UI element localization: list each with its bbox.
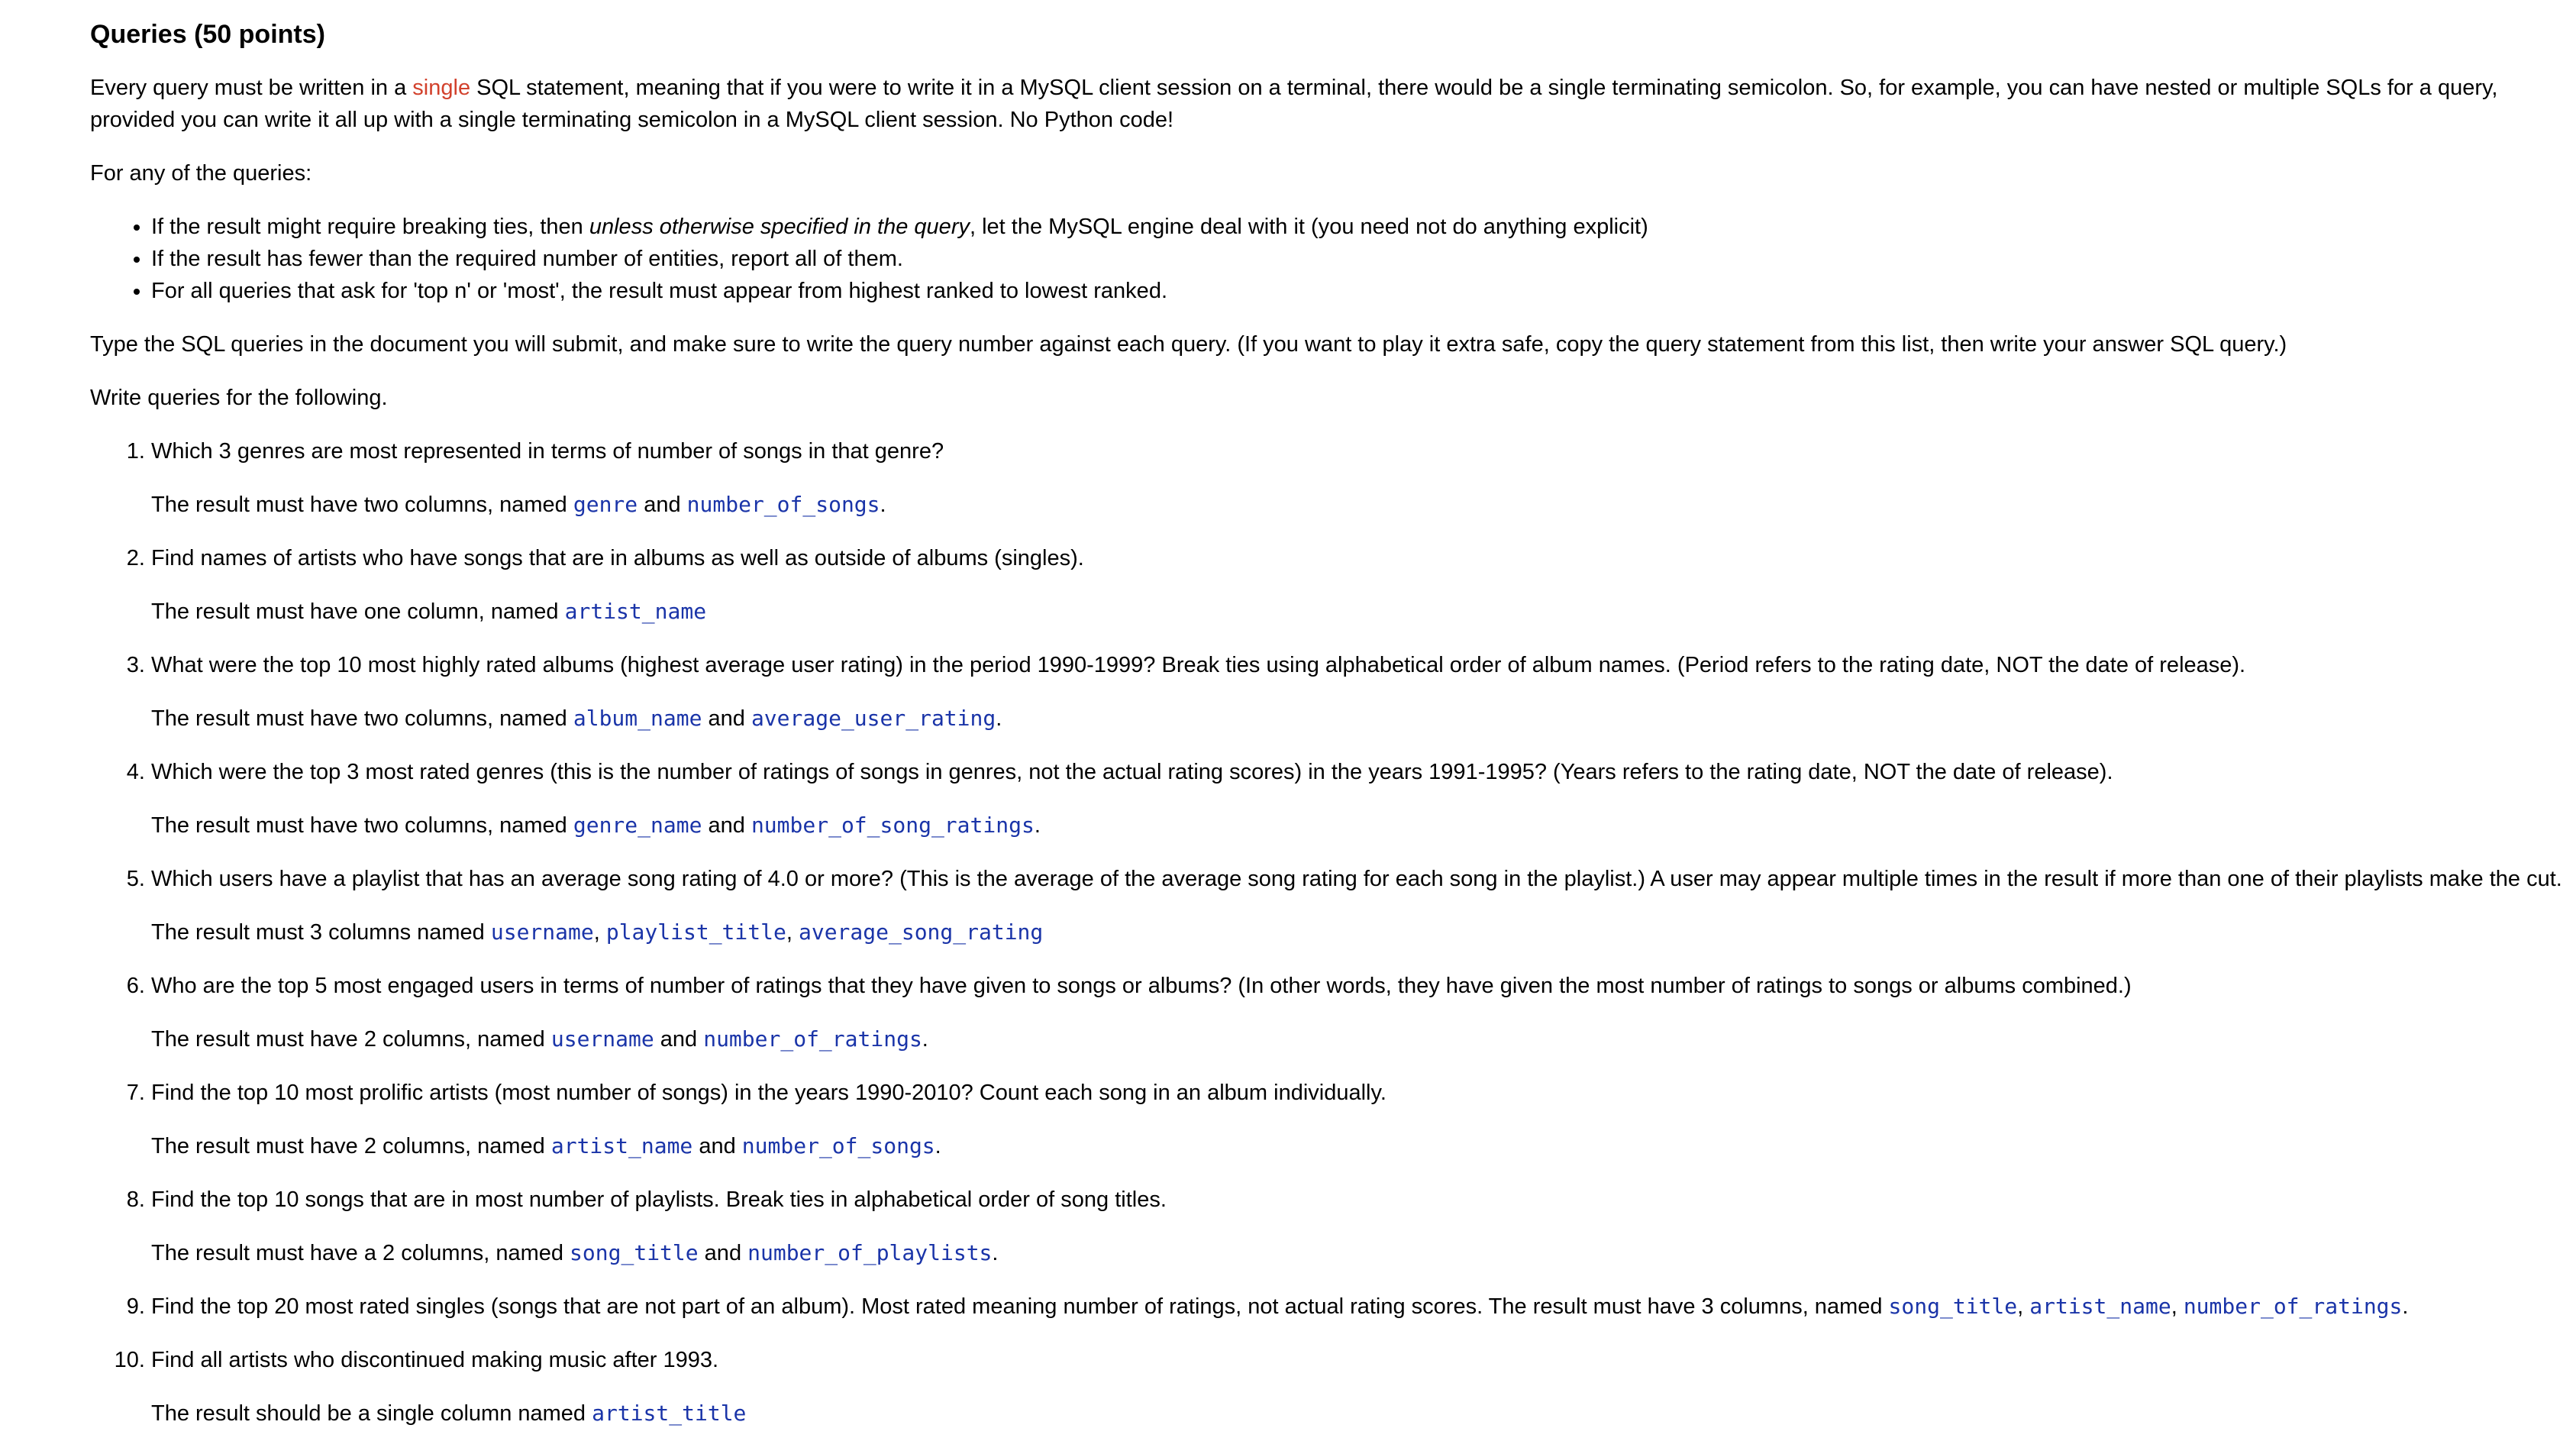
- column-separator: and: [698, 1241, 748, 1265]
- result-prefix: The result must have two columns, named: [151, 813, 573, 838]
- write-heading: Write queries for the following.: [90, 386, 388, 410]
- rule-item-fewer: • If the result has fewer than the required number of entities, report all of them.: [151, 243, 2576, 275]
- result-prefix: The result must have a 2 columns, named: [151, 1241, 570, 1265]
- query-question: Which 3 genres are most represented in terms of number of songs in that genre?: [151, 439, 944, 464]
- column-separator: ,: [786, 920, 799, 945]
- column-separator: ,: [2017, 1294, 2030, 1319]
- result-prefix: The result must have one column, named: [151, 599, 565, 624]
- intro-text-start: Every query must be written in a: [90, 76, 413, 100]
- column-name: artist_name: [2029, 1294, 2171, 1319]
- column-name: number_of_songs: [686, 492, 880, 517]
- column-separator: and: [638, 493, 687, 517]
- queries-list: [90, 435, 2576, 1430]
- column-name: artist_name: [564, 599, 707, 624]
- query-item: [151, 649, 2576, 735]
- query-question: Which were the top 3 most rated genres (this is the number of ratings of songs in genres, not the actual rating scores) in the years 1991-1995? (Years refers to the rating date, NOT the date of release).: [151, 760, 2113, 784]
- query-question: Find all artists who discontinued making music after 1993.: [151, 1348, 719, 1372]
- column-name: playlist_title: [605, 919, 786, 945]
- column-name: username: [550, 1026, 654, 1052]
- column-name: username: [490, 919, 594, 945]
- result-prefix: The result should be a single column named: [151, 1401, 592, 1426]
- rules-list: [90, 211, 2576, 307]
- query-result-spec: [151, 596, 2576, 628]
- query-item: [151, 435, 2576, 521]
- column-name: number_of_playlists: [747, 1240, 993, 1265]
- column-separator: and: [702, 706, 751, 731]
- query-item: [151, 1077, 2576, 1162]
- query-question: Find the top 10 most prolific artists (most number of songs) in the years 1990-2010? Count each song in an album individually.: [151, 1081, 1386, 1105]
- column-name: average_song_rating: [798, 919, 1044, 945]
- query-result-spec: [151, 1397, 2576, 1430]
- single-highlight: single: [412, 76, 471, 100]
- rule-item-order: • For all queries that ask for 'top n' or 'most', the result must appear from highest ranked to lowest ranked.: [151, 275, 2576, 307]
- column-separator: and: [702, 813, 751, 838]
- column-name: number_of_song_ratings: [751, 813, 1035, 838]
- rules-heading: For any of the queries:: [90, 161, 312, 186]
- query-question: Find the top 10 songs that are in most number of playlists. Break ties in alphabetical order of song titles.: [151, 1187, 1167, 1212]
- query-question: Which users have a playlist that has an average song rating of 4.0 or more? (This is the average of the average song rating for each song in the playlist.) A user may appear multiple times in the result if more than one of their playlists make the cut.: [151, 867, 2562, 891]
- column-name: number_of_songs: [741, 1133, 935, 1158]
- query-result-spec: [151, 703, 2576, 735]
- column-name: song_title: [1888, 1294, 2018, 1319]
- result-end: .: [1034, 813, 1041, 838]
- column-name: average_user_rating: [751, 706, 996, 731]
- query-item: [151, 970, 2576, 1055]
- query-item: [151, 863, 2576, 948]
- result-end: .: [922, 1027, 928, 1052]
- intro-paragraph: [90, 72, 2556, 136]
- result-prefix: The result must have two columns, named: [151, 493, 573, 517]
- result-end: .: [996, 706, 1002, 731]
- rule-ties-end: , let the MySQL engine deal with it (you need not do anything explicit): [969, 215, 1648, 239]
- result-end: .: [992, 1241, 999, 1265]
- query-result-spec: [151, 489, 2576, 521]
- result-prefix: The result must have two columns, named: [151, 706, 573, 731]
- query-result-spec: [151, 809, 2576, 842]
- page-title: Queries (50 points): [90, 20, 325, 49]
- query-result-spec: [151, 1130, 2576, 1162]
- column-name: artist_title: [592, 1401, 747, 1426]
- column-name: album_name: [573, 706, 702, 731]
- result-prefix: The result must have 2 columns, named: [151, 1134, 551, 1158]
- result-prefix: The result must 3 columns named: [151, 920, 491, 945]
- rule-ties-start: If the result might require breaking ties, then: [151, 215, 589, 239]
- query-result-spec: [151, 916, 2576, 948]
- query-question: Who are the top 5 most engaged users in terms of number of ratings that they have given to songs or albums? (In other words, they have given the most number of ratings to songs or albums combined.): [151, 974, 2132, 998]
- query-question: Find names of artists who have songs that are in albums as well as outside of albums (singles).: [151, 546, 1084, 570]
- intro-text-end: SQL statement, meaning that if you were to write it in a MySQL client session on a terminal, there would be a single terminating semicolon. So, for example, you can have nested or multiple SQLs for a query, provided you can write it all up with a single terminating semicolon in a MySQL client session. No Python code!: [90, 76, 2498, 132]
- column-separator: and: [692, 1134, 742, 1158]
- query-item: [151, 1344, 2576, 1430]
- column-name: artist_name: [550, 1133, 693, 1158]
- column-separator: ,: [2171, 1294, 2184, 1319]
- query-item: [151, 542, 2576, 628]
- column-separator: ,: [593, 920, 606, 945]
- column-name: genre_name: [573, 813, 702, 838]
- column-name: song_title: [570, 1240, 699, 1265]
- query-result-spec: [151, 1023, 2576, 1055]
- rule-ties-emphasis: unless otherwise specified in the query: [589, 215, 970, 239]
- result-end: .: [880, 493, 886, 517]
- column-name: number_of_ratings: [703, 1026, 922, 1052]
- rule-item-ties: [151, 211, 2576, 243]
- query-item: [151, 1184, 2576, 1269]
- result-prefix: The result must have 2 columns, named: [151, 1027, 551, 1052]
- query-question: Find the top 20 most rated singles (songs that are not part of an album). Most rated meaning number of ratings, not actual rating scores. The result must have 3 columns, named: [151, 1294, 1889, 1319]
- column-name: genre: [573, 492, 638, 517]
- query-question: What were the top 10 most highly rated albums (highest average user rating) in the period 1990-1999? Break ties using alphabetical order of album names. (Period refers to the rating date, NOT the date of release).: [151, 653, 2246, 677]
- query-item: [151, 756, 2576, 842]
- column-separator: and: [654, 1027, 704, 1052]
- result-end: .: [935, 1134, 941, 1158]
- type-instructions: Type the SQL queries in the document you will submit, and make sure to write the query number against each query. (If you want to play it extra safe, copy the query statement from this list, then write your answer SQL query.): [90, 332, 2287, 357]
- column-name: number_of_ratings: [2183, 1294, 2403, 1319]
- query-result-spec: [151, 1237, 2576, 1269]
- result-end: .: [2402, 1294, 2409, 1319]
- query-item: [151, 1291, 2576, 1323]
